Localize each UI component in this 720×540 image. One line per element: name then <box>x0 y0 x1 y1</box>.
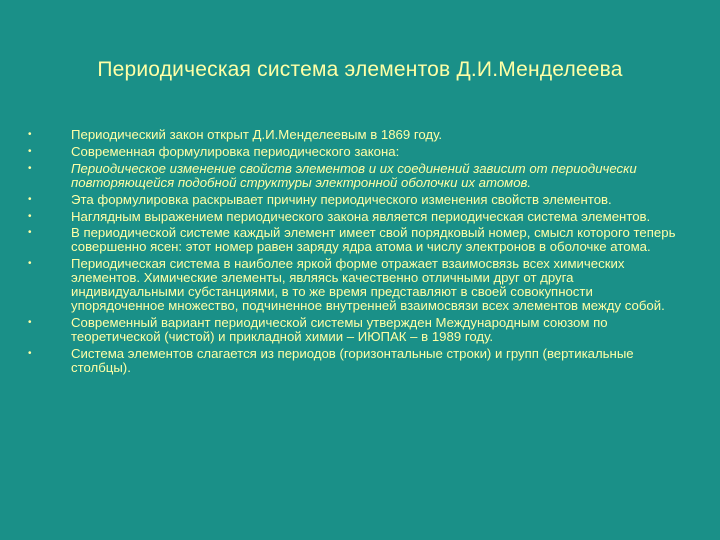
list-item <box>28 347 688 375</box>
bullet-text: Периодическое изменение свойств элементов и их соединений зависит от периодически повторяющейся подобной структуры электронной оболочки их атомов. <box>71 160 637 190</box>
list-item <box>28 162 688 190</box>
bullet-text: Наглядным выражением периодического закона является периодическая система элементов. <box>71 208 651 224</box>
list-item <box>28 128 688 142</box>
bullet-dot-icon: • <box>28 129 32 140</box>
bullet-dot-icon: • <box>28 145 32 157</box>
bullet-dot-icon: • <box>28 316 32 328</box>
bullet-text: Эта формулировка раскрывает причину периодического изменения свойств элементов. <box>71 191 612 207</box>
bullet-text: В периодической системе каждый элемент имеет свой порядковый номер, смысл которого теперь совершенно ясен: этот номер равен заряду ядра атома и числу электронов в оболочке атома. <box>71 225 676 255</box>
bullet-text: Система элементов слагается из периодов (горизонтальные строки) и групп (вертикальные столбцы). <box>71 345 634 375</box>
list-item <box>28 257 688 313</box>
list-item <box>28 193 688 207</box>
bullet-dot-icon: • <box>28 210 32 222</box>
bullet-dot-icon: • <box>28 258 32 270</box>
bullet-text: Современный вариант периодической системы утвержден Международным союзом по теоретической (чистой) и прикладной химии – ИЮПАК – в 1989 году. <box>71 314 608 344</box>
list-item <box>28 145 688 159</box>
bullet-dot-icon: • <box>28 193 32 205</box>
bullet-dot-icon: • <box>28 227 32 239</box>
slide-title: Периодическая система элементов Д.И.Менделеева <box>97 58 623 81</box>
bullet-dot-icon: • <box>28 347 32 359</box>
bullet-dot-icon: • <box>28 162 32 174</box>
bullet-text: Периодический закон открыт Д.И.Менделеевым в 1869 году. <box>71 127 443 142</box>
list-item <box>28 226 688 254</box>
list-item <box>28 316 688 344</box>
bullet-list <box>28 128 688 378</box>
bullet-text: Современная формулировка периодического закона: <box>71 143 400 159</box>
bullet-text: Периодическая система в наиболее яркой форме отражает взаимосвязь всех химических элементов. Химические элементы, являясь качественно отличными друг от друга индивидуальными субстанциями, в то же время представляют в своей совокупности упорядоченное множество, подчиненное внутренней взаимосвязи всех элементов между собой. <box>71 256 665 313</box>
list-item <box>28 210 688 224</box>
